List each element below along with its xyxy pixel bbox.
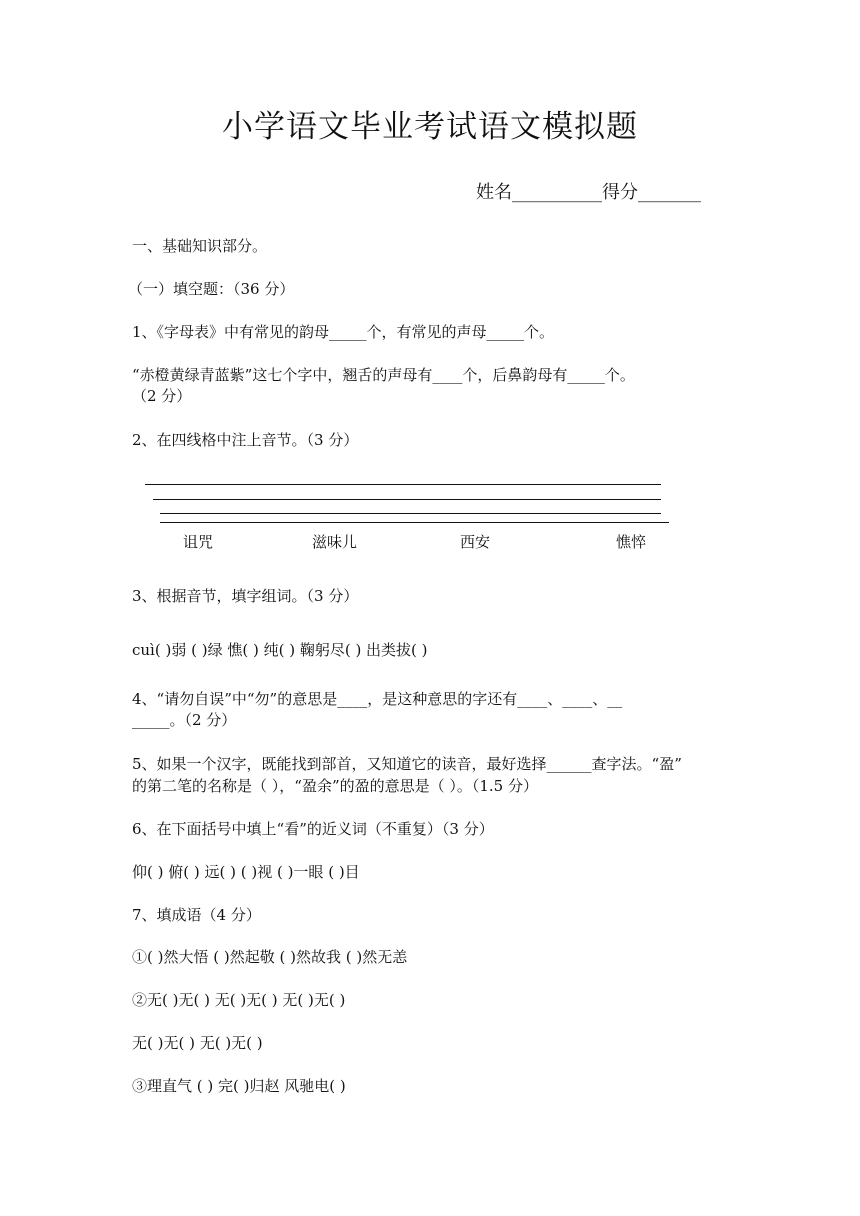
question-5-line-2: 的第二笔的名称是（ ），“盈余”的盈的意思是（ ）。（1.5 分） bbox=[132, 777, 538, 795]
question-2: 2、在四线格中注上音节。（3 分） bbox=[132, 431, 359, 449]
question-6: 6、在下面括号中填上“看”的近义词（不重复）（3 分） bbox=[132, 820, 494, 838]
question-7-row-3: 无( )无( ) 无( )无( ) bbox=[132, 1034, 263, 1052]
question-1-line-2: “赤橙黄绿青蓝紫”这七个字中，翘舌的声母有____个，后鼻韵母有_____个。 bbox=[132, 366, 635, 384]
question-4-line-1: 4、“请勿自误”中“勿”的意思是____，是这种意思的字还有____、____、__ bbox=[132, 690, 623, 708]
page-title: 小学语文毕业考试语文模拟题 bbox=[222, 109, 638, 145]
name-score-line: 姓名__________得分_______ bbox=[476, 182, 701, 203]
question-1-score: （2 分） bbox=[132, 387, 192, 405]
word-4: 憔悴 bbox=[616, 533, 647, 551]
grid-line-3 bbox=[160, 513, 661, 514]
four-line-grid bbox=[145, 484, 675, 526]
question-6-items: 仰( ) 俯( ) 远( ) ( )视 ( )一眼 ( )目 bbox=[132, 863, 360, 881]
question-3-items: cuì( )弱 ( )绿 憔( ) 纯( ) 鞠躬尽( ) 出类拔( ) bbox=[132, 641, 428, 659]
word-3: 西安 bbox=[460, 533, 491, 551]
question-4-line-2: _____。（2 分） bbox=[132, 711, 237, 729]
grid-line-1 bbox=[145, 484, 661, 485]
question-5-line-1: 5、如果一个汉字，既能找到部首，又知道它的读音，最好选择______查字法。“盈” bbox=[132, 755, 682, 773]
grid-line-4 bbox=[160, 522, 669, 523]
question-7-row-1: ①( )然大悟 ( )然起敬 ( )然故我 ( )然无恙 bbox=[132, 948, 408, 966]
question-1-line-1: 1、《字母表》中有常见的韵母_____个，有常见的声母_____个。 bbox=[132, 323, 555, 341]
grid-line-2 bbox=[153, 499, 661, 500]
question-7: 7、填成语（4 分） bbox=[132, 906, 261, 924]
word-1: 诅咒 bbox=[183, 533, 214, 551]
question-7-row-4: ③理直气 ( ) 完( )归赵 风驰电( ) bbox=[132, 1077, 346, 1095]
section-heading-basic: 一、基础知识部分。 bbox=[132, 237, 268, 255]
word-2: 滋味儿 bbox=[312, 533, 358, 551]
question-7-row-2: ②无( )无( ) 无( )无( ) 无( )无( ) bbox=[132, 991, 346, 1009]
section-heading-fill-blank: （一）填空题：（36 分） bbox=[128, 280, 295, 298]
question-3: 3、根据音节，填字组词。（3 分） bbox=[132, 587, 359, 605]
